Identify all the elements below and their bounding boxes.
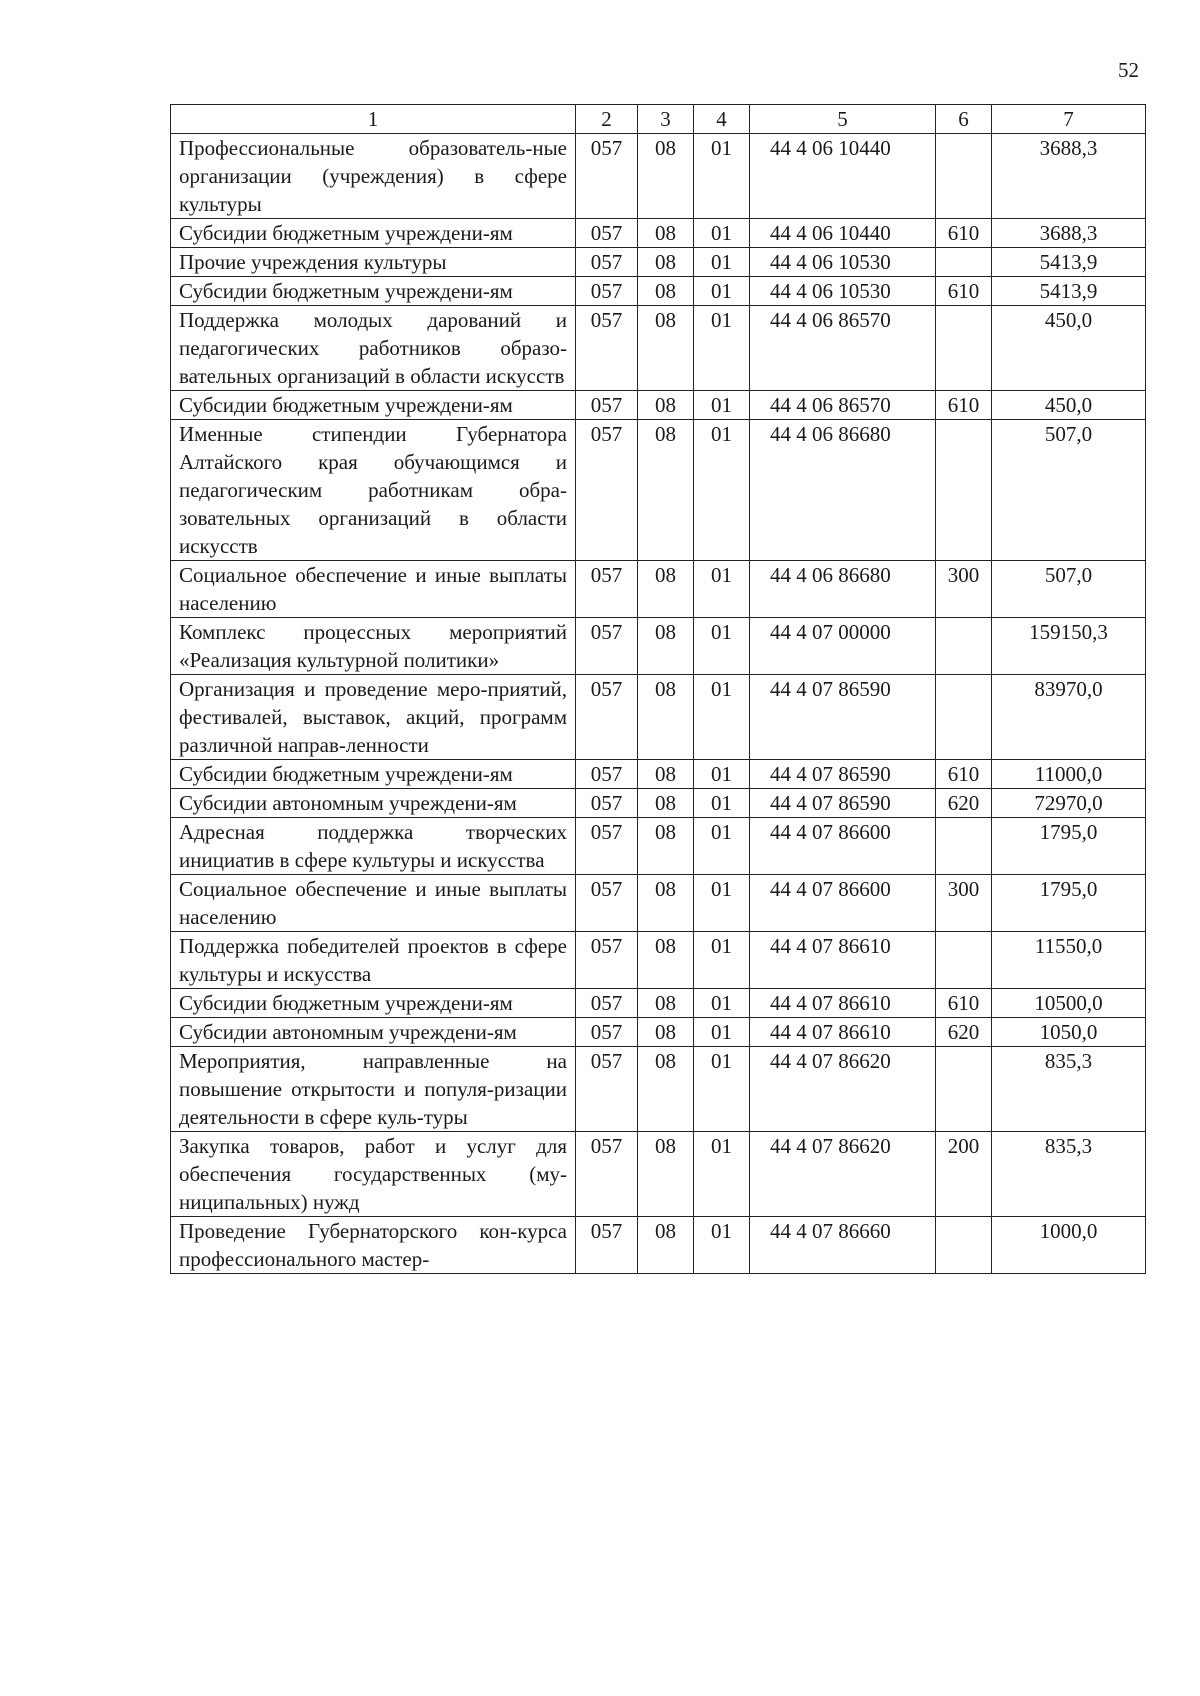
- section-code-cell: 08: [638, 1217, 694, 1274]
- table-row: [171, 248, 1146, 277]
- table-row: [171, 989, 1146, 1018]
- amount-cell: 1050,0: [992, 1018, 1146, 1047]
- amount-cell: 507,0: [992, 561, 1146, 618]
- amount-cell: 450,0: [992, 306, 1146, 391]
- target-article-cell: 44 4 07 86610: [750, 1018, 936, 1047]
- expense-type-cell: 610: [936, 219, 992, 248]
- table-row: [171, 789, 1146, 818]
- ministry-code-cell: 057: [576, 675, 638, 760]
- header-cell-7: 7: [992, 105, 1146, 134]
- section-code-cell: 08: [638, 789, 694, 818]
- subsection-code-cell: 01: [694, 248, 750, 277]
- table-row: [171, 561, 1146, 618]
- amount-cell: 3688,3: [992, 219, 1146, 248]
- target-article-cell: 44 4 06 10440: [750, 219, 936, 248]
- subsection-code-cell: 01: [694, 760, 750, 789]
- section-code-cell: 08: [638, 989, 694, 1018]
- table-row: [171, 1018, 1146, 1047]
- expense-type-cell: [936, 818, 992, 875]
- amount-cell: 11000,0: [992, 760, 1146, 789]
- amount-cell: 450,0: [992, 391, 1146, 420]
- section-code-cell: 08: [638, 1132, 694, 1217]
- subsection-code-cell: 01: [694, 134, 750, 219]
- target-article-cell: 44 4 07 86600: [750, 818, 936, 875]
- header-cell-3: 3: [638, 105, 694, 134]
- ministry-code-cell: 057: [576, 306, 638, 391]
- table-row: [171, 1217, 1146, 1274]
- table-row: [171, 277, 1146, 306]
- expense-type-cell: [936, 932, 992, 989]
- expense-type-cell: 620: [936, 789, 992, 818]
- table-row: [171, 306, 1146, 391]
- header-cell-2: 2: [576, 105, 638, 134]
- item-name-cell: Закупка товаров, работ и услуг для обеспечения государственных (му-ниципальных) нужд: [171, 1132, 576, 1217]
- item-name-cell: Прочие учреждения культуры: [171, 248, 576, 277]
- ministry-code-cell: 057: [576, 818, 638, 875]
- target-article-cell: 44 4 07 86620: [750, 1047, 936, 1132]
- target-article-cell: 44 4 07 86620: [750, 1132, 936, 1217]
- amount-cell: 3688,3: [992, 134, 1146, 219]
- item-name-cell: Субсидии автономным учреждени-ям: [171, 1018, 576, 1047]
- table-row: [171, 1132, 1146, 1217]
- header-cell-1: 1: [171, 105, 576, 134]
- page-number: 52: [1118, 58, 1139, 82]
- item-name-cell: Социальное обеспечение и иные выплаты населению: [171, 561, 576, 618]
- target-article-cell: 44 4 06 86570: [750, 306, 936, 391]
- amount-cell: 159150,3: [992, 618, 1146, 675]
- expense-type-cell: [936, 134, 992, 219]
- subsection-code-cell: 01: [694, 818, 750, 875]
- ministry-code-cell: 057: [576, 134, 638, 219]
- section-code-cell: 08: [638, 760, 694, 789]
- item-name-cell: Социальное обеспечение и иные выплаты населению: [171, 875, 576, 932]
- expense-type-cell: 610: [936, 391, 992, 420]
- target-article-cell: 44 4 07 86610: [750, 932, 936, 989]
- subsection-code-cell: 01: [694, 1217, 750, 1274]
- section-code-cell: 08: [638, 306, 694, 391]
- table-row: [171, 219, 1146, 248]
- subsection-code-cell: 01: [694, 420, 750, 561]
- item-name-cell: Мероприятия, направленные на повышение открытости и популя-ризации деятельности в сфере куль-туры: [171, 1047, 576, 1132]
- target-article-cell: 44 4 06 86570: [750, 391, 936, 420]
- ministry-code-cell: 057: [576, 391, 638, 420]
- header-cell-6: 6: [936, 105, 992, 134]
- target-article-cell: 44 4 07 00000: [750, 618, 936, 675]
- subsection-code-cell: 01: [694, 1132, 750, 1217]
- ministry-code-cell: 057: [576, 1047, 638, 1132]
- amount-cell: 5413,9: [992, 277, 1146, 306]
- item-name-cell: Комплекс процессных мероприятий «Реализация культурной политики»: [171, 618, 576, 675]
- expense-type-cell: [936, 618, 992, 675]
- section-code-cell: 08: [638, 818, 694, 875]
- subsection-code-cell: 01: [694, 1047, 750, 1132]
- target-article-cell: 44 4 07 86590: [750, 675, 936, 760]
- section-code-cell: 08: [638, 391, 694, 420]
- section-code-cell: 08: [638, 219, 694, 248]
- ministry-code-cell: 057: [576, 789, 638, 818]
- amount-cell: 1795,0: [992, 875, 1146, 932]
- table-row: [171, 391, 1146, 420]
- subsection-code-cell: 01: [694, 789, 750, 818]
- table-row: [171, 134, 1146, 219]
- expense-type-cell: [936, 1047, 992, 1132]
- target-article-cell: 44 4 07 86590: [750, 789, 936, 818]
- item-name-cell: Профессиональные образователь-ные организации (учреждения) в сфере культуры: [171, 134, 576, 219]
- item-name-cell: Именные стипендии Губернатора Алтайского края обучающимся и педагогическим работникам обра-зовательных организаций в области искусств: [171, 420, 576, 561]
- item-name-cell: Поддержка победителей проектов в сфере культуры и искусства: [171, 932, 576, 989]
- expense-type-cell: [936, 248, 992, 277]
- ministry-code-cell: 057: [576, 561, 638, 618]
- ministry-code-cell: 057: [576, 219, 638, 248]
- amount-cell: 507,0: [992, 420, 1146, 561]
- section-code-cell: 08: [638, 932, 694, 989]
- item-name-cell: Организация и проведение меро-приятий, фестивалей, выставок, акций, программ различной направ-ленности: [171, 675, 576, 760]
- section-code-cell: 08: [638, 134, 694, 219]
- amount-cell: 10500,0: [992, 989, 1146, 1018]
- expense-type-cell: 610: [936, 760, 992, 789]
- ministry-code-cell: 057: [576, 875, 638, 932]
- section-code-cell: 08: [638, 248, 694, 277]
- amount-cell: 1795,0: [992, 818, 1146, 875]
- item-name-cell: Проведение Губернаторского кон-курса профессионального мастер-: [171, 1217, 576, 1274]
- subsection-code-cell: 01: [694, 219, 750, 248]
- amount-cell: 5413,9: [992, 248, 1146, 277]
- target-article-cell: 44 4 06 86680: [750, 561, 936, 618]
- amount-cell: 72970,0: [992, 789, 1146, 818]
- table-row: [171, 875, 1146, 932]
- amount-cell: 83970,0: [992, 675, 1146, 760]
- ministry-code-cell: 057: [576, 618, 638, 675]
- table-row: [171, 760, 1146, 789]
- subsection-code-cell: 01: [694, 277, 750, 306]
- subsection-code-cell: 01: [694, 561, 750, 618]
- subsection-code-cell: 01: [694, 306, 750, 391]
- target-article-cell: 44 4 06 10530: [750, 248, 936, 277]
- expense-type-cell: [936, 675, 992, 760]
- expense-type-cell: 200: [936, 1132, 992, 1217]
- item-name-cell: Субсидии бюджетным учреждени-ям: [171, 219, 576, 248]
- header-cell-5: 5: [750, 105, 936, 134]
- header-row: [171, 105, 1146, 134]
- target-article-cell: 44 4 07 86590: [750, 760, 936, 789]
- table-row: [171, 818, 1146, 875]
- section-code-cell: 08: [638, 618, 694, 675]
- section-code-cell: 08: [638, 875, 694, 932]
- ministry-code-cell: 057: [576, 760, 638, 789]
- ministry-code-cell: 057: [576, 277, 638, 306]
- ministry-code-cell: 057: [576, 989, 638, 1018]
- ministry-code-cell: 057: [576, 1217, 638, 1274]
- item-name-cell: Адресная поддержка творческих инициатив в сфере культуры и искусства: [171, 818, 576, 875]
- section-code-cell: 08: [638, 675, 694, 760]
- section-code-cell: 08: [638, 277, 694, 306]
- expense-type-cell: [936, 306, 992, 391]
- expense-type-cell: 300: [936, 875, 992, 932]
- target-article-cell: 44 4 06 10530: [750, 277, 936, 306]
- table-row: [171, 618, 1146, 675]
- table-row: [171, 675, 1146, 760]
- ministry-code-cell: 057: [576, 932, 638, 989]
- item-name-cell: Субсидии автономным учреждени-ям: [171, 789, 576, 818]
- target-article-cell: 44 4 07 86600: [750, 875, 936, 932]
- subsection-code-cell: 01: [694, 675, 750, 760]
- expense-type-cell: 620: [936, 1018, 992, 1047]
- expense-type-cell: [936, 1217, 992, 1274]
- table-row: [171, 932, 1146, 989]
- ministry-code-cell: 057: [576, 420, 638, 561]
- section-code-cell: 08: [638, 1047, 694, 1132]
- table-row: [171, 1047, 1146, 1132]
- item-name-cell: Субсидии бюджетным учреждени-ям: [171, 277, 576, 306]
- expense-type-cell: 300: [936, 561, 992, 618]
- target-article-cell: 44 4 07 86610: [750, 989, 936, 1018]
- target-article-cell: 44 4 06 86680: [750, 420, 936, 561]
- section-code-cell: 08: [638, 420, 694, 561]
- subsection-code-cell: 01: [694, 875, 750, 932]
- budget-table: [170, 104, 1146, 1274]
- item-name-cell: Субсидии бюджетным учреждени-ям: [171, 989, 576, 1018]
- subsection-code-cell: 01: [694, 932, 750, 989]
- ministry-code-cell: 057: [576, 248, 638, 277]
- ministry-code-cell: 057: [576, 1132, 638, 1217]
- amount-cell: 835,3: [992, 1132, 1146, 1217]
- expense-type-cell: 610: [936, 989, 992, 1018]
- ministry-code-cell: 057: [576, 1018, 638, 1047]
- subsection-code-cell: 01: [694, 618, 750, 675]
- header-cell-4: 4: [694, 105, 750, 134]
- item-name-cell: Субсидии бюджетным учреждени-ям: [171, 391, 576, 420]
- section-code-cell: 08: [638, 1018, 694, 1047]
- amount-cell: 11550,0: [992, 932, 1146, 989]
- target-article-cell: 44 4 06 10440: [750, 134, 936, 219]
- item-name-cell: Поддержка молодых дарований и педагогических работников образо-вательных организаций в области искусств: [171, 306, 576, 391]
- amount-cell: 835,3: [992, 1047, 1146, 1132]
- expense-type-cell: 610: [936, 277, 992, 306]
- section-code-cell: 08: [638, 561, 694, 618]
- table-row: [171, 420, 1146, 561]
- amount-cell: 1000,0: [992, 1217, 1146, 1274]
- subsection-code-cell: 01: [694, 1018, 750, 1047]
- item-name-cell: Субсидии бюджетным учреждени-ям: [171, 760, 576, 789]
- expense-type-cell: [936, 420, 992, 561]
- subsection-code-cell: 01: [694, 391, 750, 420]
- subsection-code-cell: 01: [694, 989, 750, 1018]
- target-article-cell: 44 4 07 86660: [750, 1217, 936, 1274]
